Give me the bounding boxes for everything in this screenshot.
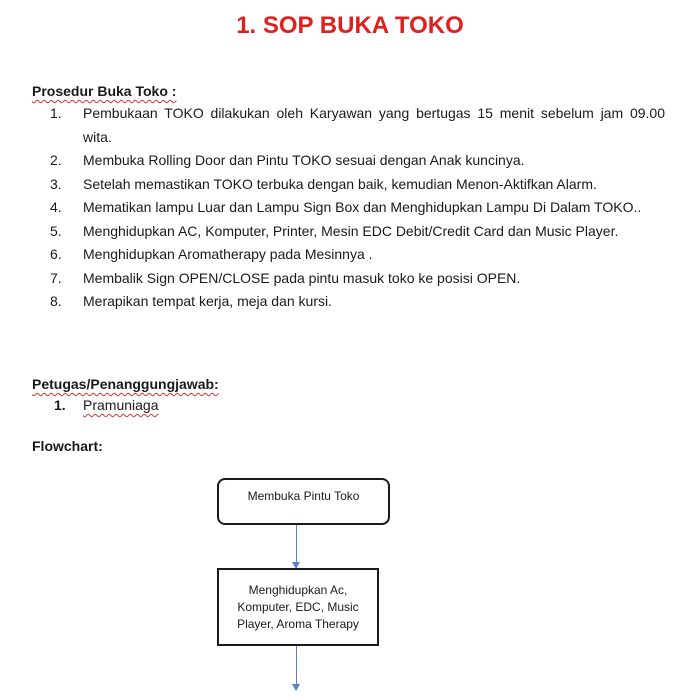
item-number: 3.	[50, 175, 62, 192]
flowchart-heading: Flowchart:	[32, 438, 103, 454]
item-number: 1.	[54, 397, 66, 413]
list-item	[32, 102, 665, 149]
item-text: Menghidupkan Aromatherapy pada Mesinnya .	[83, 246, 373, 262]
item-text: Menghidupkan AC, Komputer, Printer, Mesin EDC Debit/Credit Card dan Music Player.	[83, 222, 619, 239]
item-text: Setelah memastikan TOKO terbuka dengan baik, kemudian Menon-Aktifkan Alarm.	[83, 175, 597, 192]
page-title: 1. SOP BUKA TOKO	[236, 12, 464, 39]
responsible-heading: Petugas/Penanggungjawab:	[32, 376, 219, 392]
arrow-down-icon	[296, 646, 297, 690]
item-text: Merapikan tempat kerja, meja dan kursi.	[83, 293, 332, 309]
item-text: Membalik Sign OPEN/CLOSE pada pintu masuk toko ke posisi OPEN.	[83, 269, 521, 286]
item-number: 8.	[50, 293, 62, 309]
item-number: 5.	[50, 222, 62, 239]
item-number: 6.	[50, 246, 62, 262]
list-item	[32, 196, 665, 220]
item-number: 4.	[50, 199, 62, 215]
item-text: Mematikan lampu Luar dan Lampu Sign Box dan Menghidupkan Lampu Di Dalam TOKO..	[83, 199, 642, 215]
list-item	[32, 290, 665, 314]
item-number: 1.	[50, 105, 62, 121]
list-item	[32, 220, 665, 244]
procedure-heading: Prosedur Buka Toko :	[32, 83, 177, 99]
list-item	[32, 149, 665, 173]
list-item	[32, 173, 665, 197]
list-item	[32, 267, 665, 291]
item-text: Pembukaan TOKO dilakukan oleh Karyawan yang bertugas 15 menit sebelum jam 09.00 wita.	[83, 105, 665, 145]
list-item	[32, 243, 665, 267]
item-number: 7.	[50, 269, 62, 286]
flowchart-step-2: Menghidupkan Ac, Komputer, EDC, Music Player, Aroma Therapy	[217, 568, 379, 646]
procedure-list	[32, 102, 665, 314]
flowchart-step-1: Membuka Pintu Toko	[217, 478, 390, 525]
item-text: Pramuniaga	[83, 397, 159, 413]
item-text: Membuka Rolling Door dan Pintu TOKO sesuai dengan Anak kuncinya.	[83, 152, 525, 168]
arrow-down-icon	[296, 525, 297, 568]
item-number: 2.	[50, 152, 62, 168]
